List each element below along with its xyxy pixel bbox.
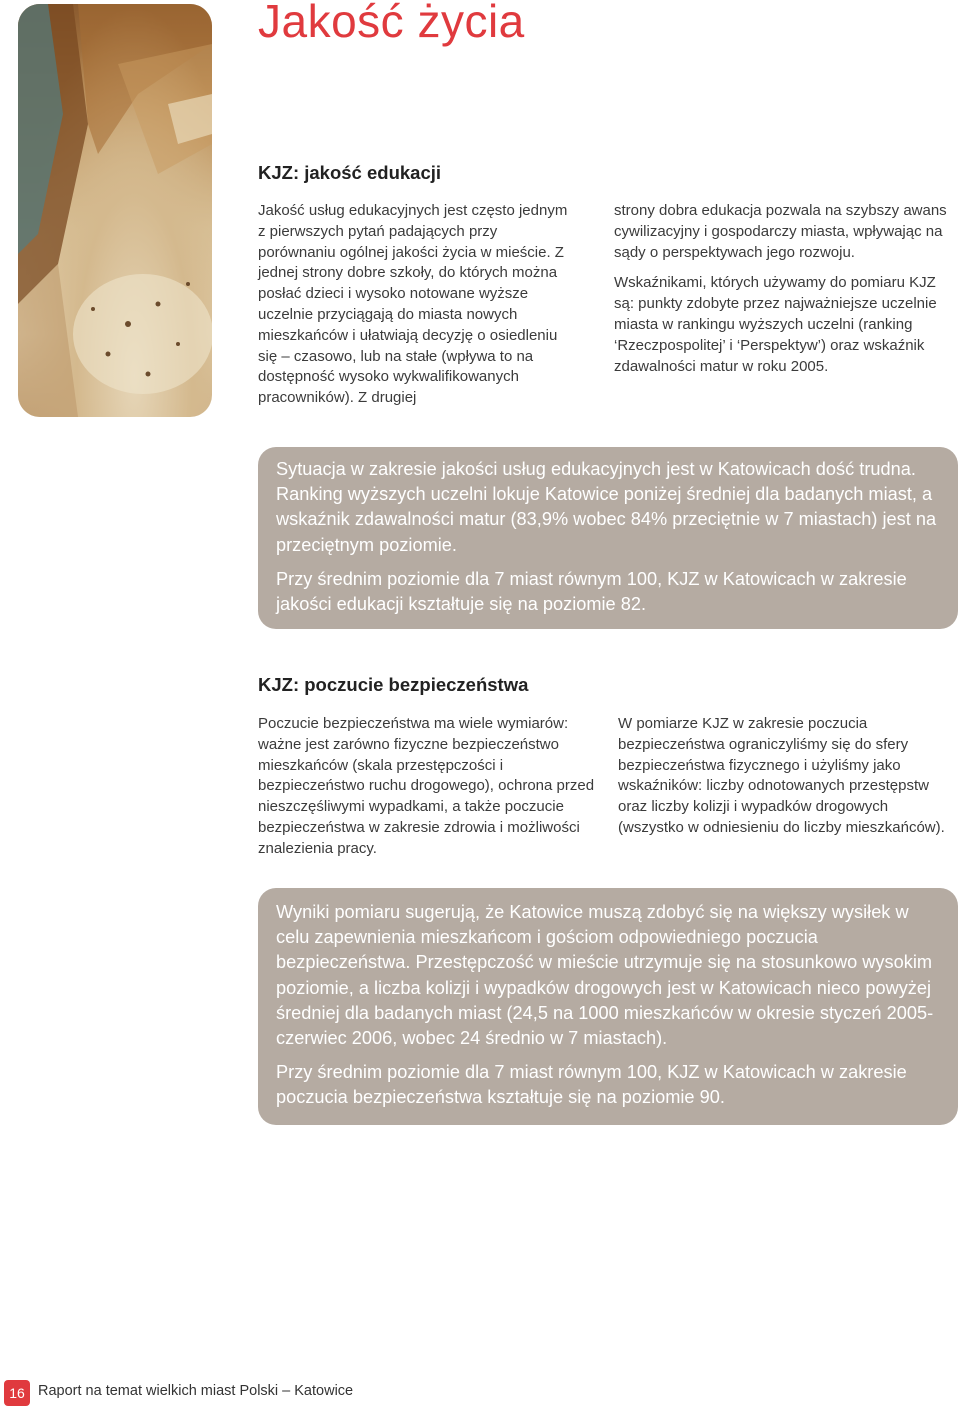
footer-title: Raport na temat wielkich miast Polski – Katowice	[38, 1383, 354, 1399]
safety-summary-text: Wyniki pomiaru sugerują, że Katowice muszą zdobyć się na większy wysiłek w celu zapewnienia mieszkańcom i gościom odpowiedniego poczucia bezpieczeństwa. Przestępczość w mieście utrzymuje się na stosunkowo wysokim poziomie, a liczba kolizji i wypadków drogowych jest w Katowicach nieco powyżej średniej dla badanych miast (24,5 na 1000 mieszkańców w okresie styczeń 2005-czerwiec 2006, wobec 24 średnio w 7 miastach).	[276, 902, 934, 1049]
education-heading: KJZ: jakość edukacji	[258, 162, 442, 183]
safety-text-right: W pomiarze KJZ w zakresie poczucia bezpieczeństwa ograniczyliśmy się do sfery bezpieczeństwa fizycznego i użyliśmy jako wskaźników: liczby odnotowanych przestępstw oraz liczby kolizji i wypadków drogowych (wszystko w odniesieniu do liczby mieszkańców).	[618, 715, 945, 836]
page-number-badge: 16	[4, 1380, 30, 1406]
education-summary-box	[258, 447, 958, 629]
mall-atrium-illustration	[18, 4, 212, 417]
safety-summary-box	[258, 888, 958, 1125]
education-text-right-2: Wskaźnikami, których używamy do pomiaru KJZ są: punkty zdobyte przez najważniejsze uczelnie miasta w rankingu wyższych uczelni (ranking ‘Rzeczpospolitej’ i ‘Perspektyw’) oraz wskaźnik zdawalności matur w roku 2005.	[614, 274, 937, 375]
education-text-right-1: strony dobra edukacja pozwala na szybszy awans cywilizacyjny i gospodarczy miasta, wpływając na sądy o perspektywach jego rozwoju.	[614, 202, 947, 261]
education-text-left: Jakość usług edukacyjnych jest często jednym z pierwszych pytań padających przy porównaniu ogólnej jakości życia w mieście. Z jednej strony dobre szkoły, do których można posłać dzieci i wysoko notowane wyższe uczelnie przyciągają do miasta nowych mieszkańców i ułatwiają decyzję o osiedleniu się – czasowo, lub na stałe (wpływa to na dostępność wysoko wykwalifikowanych pracowników). Z drugiej	[258, 202, 568, 407]
education-column-right	[614, 201, 954, 387]
shopping-mall-photo	[18, 4, 212, 417]
safety-text-left: Poczucie bezpieczeństwa ma wiele wymiarów: ważne jest zarówno fizyczne bezpieczeństwo mieszkańców (skala przestępczości i bezpieczeństwo ruchu drogowego), ochrona przed nieszczęśliwymi wypadkami, a także poczucie bezpieczeństwa w zakresie zdrowia i możliwości znalezienia pracy.	[258, 715, 595, 857]
page-title: Jakość życia	[258, 0, 525, 47]
safety-heading: KJZ: poczucie bezpieczeństwa	[258, 674, 529, 695]
education-summary-score: Przy średnim poziomie dla 7 miast równym 100, KJZ w Katowicach w zakresie jakości edukacji kształtuje się na poziomie 82.	[276, 568, 907, 615]
safety-summary-score: Przy średnim poziomie dla 7 miast równym 100, KJZ w Katowicach w zakresie poczucia bezpieczeństwa kształtuje się na poziomie 90.	[276, 1062, 907, 1108]
education-column-left	[258, 201, 578, 419]
education-summary-text: Sytuacja w zakresie jakości usług edukacyjnych jest w Katowicach dość trudna. Ranking wyższych uczelni lokuje Katowice poniżej średniej dla badanych miast, a wskaźnik zdawalności matur (83,9% wobec 84% przeciętnie w 7 miastach) jest na przeciętnym poziomie.	[276, 459, 937, 555]
safety-column-left	[258, 714, 603, 870]
safety-column-right	[618, 714, 956, 849]
